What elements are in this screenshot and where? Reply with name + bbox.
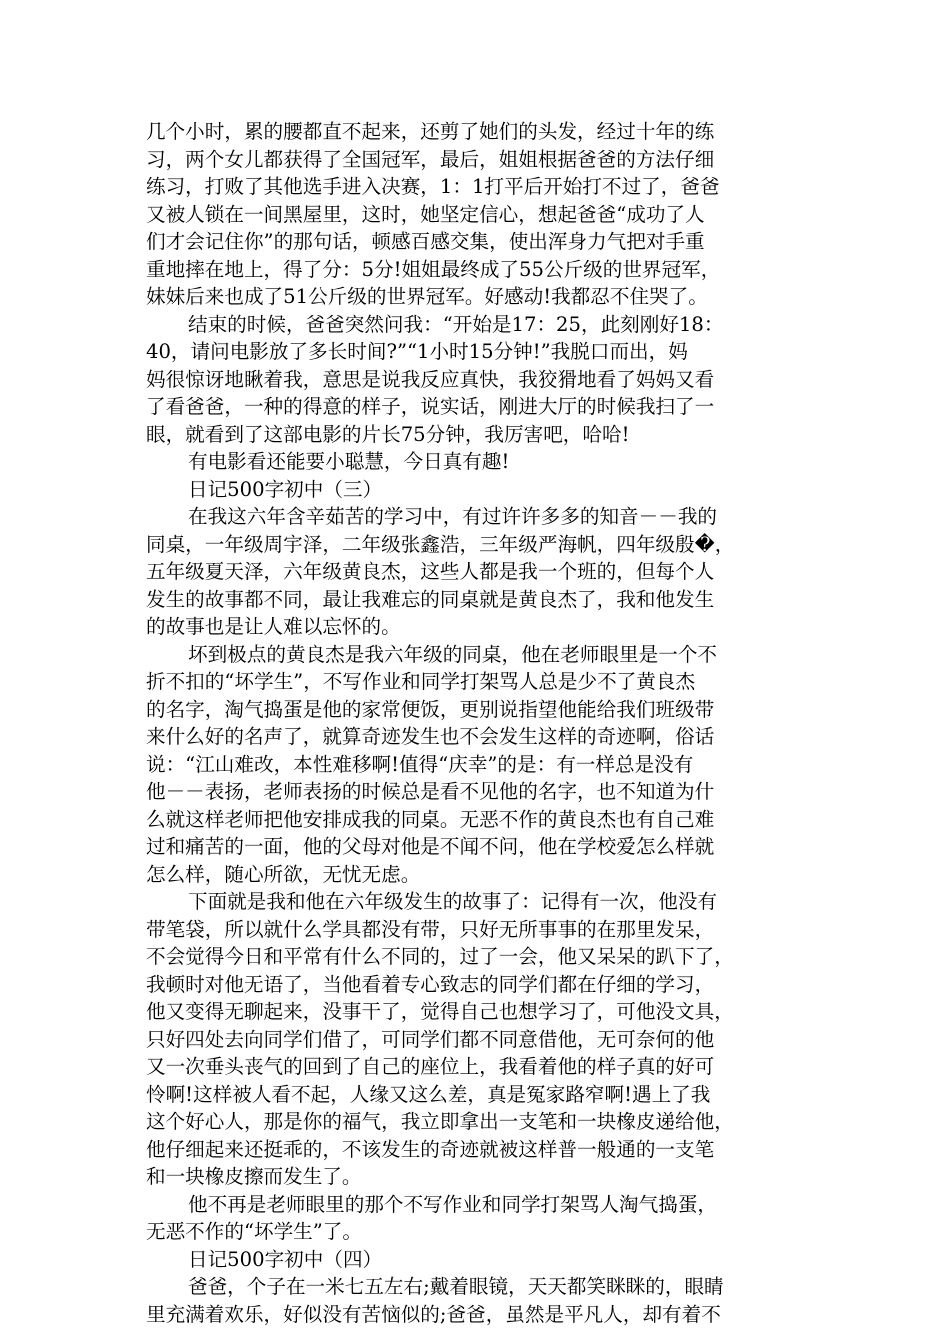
text-line: 在我这六年含辛茹苦的学习中，有过许许多多的知音－－我的 [188, 505, 718, 528]
text-line: 日记500字初中（四） [188, 1247, 383, 1271]
text-line: 里充满着欢乐，好似没有苦恼似的;爸爸，虽然是平凡人，却有着不 [146, 1302, 721, 1326]
text-line: 们才会记住你”的那句话，顿感百感交集，使出浑身力气把对手重 [146, 230, 705, 253]
text-line: 怜啊!这样被人看不起，人缘又这么差，真是冤家路窄啊!遇上了我 [146, 1082, 711, 1106]
text-line: 爸爸，个子在一米七五左右;戴着眼镜，天天都笑眯眯的，眼睛 [188, 1275, 724, 1298]
text-line: 只好四处去向同学们借了，可同学们都不同意借他，无可奈何的他 [146, 1027, 715, 1051]
text-line: 的名字，淘气捣蛋是他的家常便饭，更别说指望他能给我们班级带 [146, 697, 715, 721]
text-line: 几个小时，累的腰都直不起来，还剪了她们的头发，经过十年的练 [146, 120, 715, 143]
text-line: 的故事也是让人难以忘怀的。 [146, 615, 401, 638]
text-line: 了看爸爸，一种的得意的样子，说实话，刚进大厅的时候我扫了一 [146, 395, 715, 418]
text-line: 来什么好的名声了，就算奇迹发生也不会发生这样的奇迹啊，俗话 [146, 725, 715, 748]
text-line: 带笔袋，所以就什么学具都没有带，只好无所事事的在那里发呆， [146, 917, 715, 941]
text-line: 同桌，一年级周宇泽，二年级张鑫浩，三年级严海帆，四年级殷�， [146, 532, 735, 556]
text-line: 日记500字初中（三） [188, 477, 383, 501]
text-line: 无恶不作的“坏学生”了。 [146, 1220, 362, 1243]
text-line: 他又变得无聊起来，没事干了，觉得自己也想学习了，可他没文具， [146, 1000, 734, 1023]
text-line: 不会觉得今日和平常有什么不同的，过了一会，他又呆呆的趴下了， [146, 945, 734, 968]
text-line: 他－－表扬，老师表扬的时候总是看不见他的名字，也不知道为什 [146, 780, 715, 803]
text-line: 这个好心人，那是你的福气，我立即拿出一支笔和一块橡皮递给他， [146, 1110, 734, 1133]
text-line: 练习，打败了其他选手进入决赛，1：1打平后开始打不过了，爸爸 [146, 175, 720, 198]
document-page [146, 118, 826, 1328]
text-line: 他仔细起来还挺乖的，不该发生的奇迹就被这样普一般通的一支笔 [146, 1137, 715, 1161]
text-line: 又被人锁在一间黑屋里，这时，她坚定信心，想起爸爸“成功了人 [146, 202, 705, 226]
text-line: 妈很惊讶地瞅着我，意思是说我反应真快，我狡猾地看了妈妈又看 [146, 367, 715, 391]
text-line: 有电影看还能要小聪慧，今日真有趣! [188, 450, 510, 473]
text-line: 下面就是我和他在六年级发生的故事了：记得有一次，他没有 [188, 890, 718, 913]
text-line: 习，两个女儿都获得了全国冠军，最后，姐姐根据爸爸的方法仔细 [146, 147, 715, 171]
text-line: 结束的时候，爸爸突然问我：“开始是17：25，此刻刚好18： [188, 312, 724, 336]
text-line: 他不再是老师眼里的那个不写作业和同学打架骂人淘气捣蛋， [188, 1192, 718, 1216]
text-line: 折不扣的“坏学生”，不写作业和同学打架骂人总是少不了黄良杰 [146, 670, 696, 693]
text-line: 坏到极点的黄良杰是我六年级的同桌，他在老师眼里是一个不 [188, 642, 718, 666]
text-line: 我顿时对他无语了，当他看着专心致志的同学们都在仔细的学习， [146, 972, 715, 996]
text-line: 妹妹后来也成了51公斤级的世界冠军。好感动!我都忍不住哭了。 [146, 285, 708, 308]
text-line: 40，请问电影放了多长时间?”“1小时15分钟!”我脱口而出，妈 [146, 340, 688, 363]
text-line: 说：“江山难改，本性难移啊!值得“庆幸”的是：有一样总是没有 [146, 752, 694, 776]
text-line: 又一次垂头丧气的回到了自己的座位上，我看着他的样子真的好可 [146, 1055, 715, 1078]
text-line: 过和痛苦的一面，他的父母对他是不闻不问，他在学校爱怎么样就 [146, 835, 715, 858]
text-line: 和一块橡皮擦而发生了。 [146, 1165, 362, 1188]
text-line: 么就这样老师把他安排成我的同桌。无恶不作的黄良杰也有自己难 [146, 807, 715, 831]
text-line: 重地摔在地上，得了分：5分!姐姐最终成了55公斤级的世界冠军， [146, 257, 721, 281]
text-line: 怎么样，随心所欲，无忧无虑。 [146, 862, 421, 886]
text-line: 五年级夏天泽，六年级黄良杰，这些人都是我一个班的，但每个人 [146, 560, 715, 583]
text-line: 发生的故事都不同，最让我难忘的同桌就是黄良杰了，我和他发生 [146, 587, 715, 611]
text-line: 眼，就看到了这部电影的片长75分钟，我厉害吧，哈哈! [146, 422, 630, 446]
